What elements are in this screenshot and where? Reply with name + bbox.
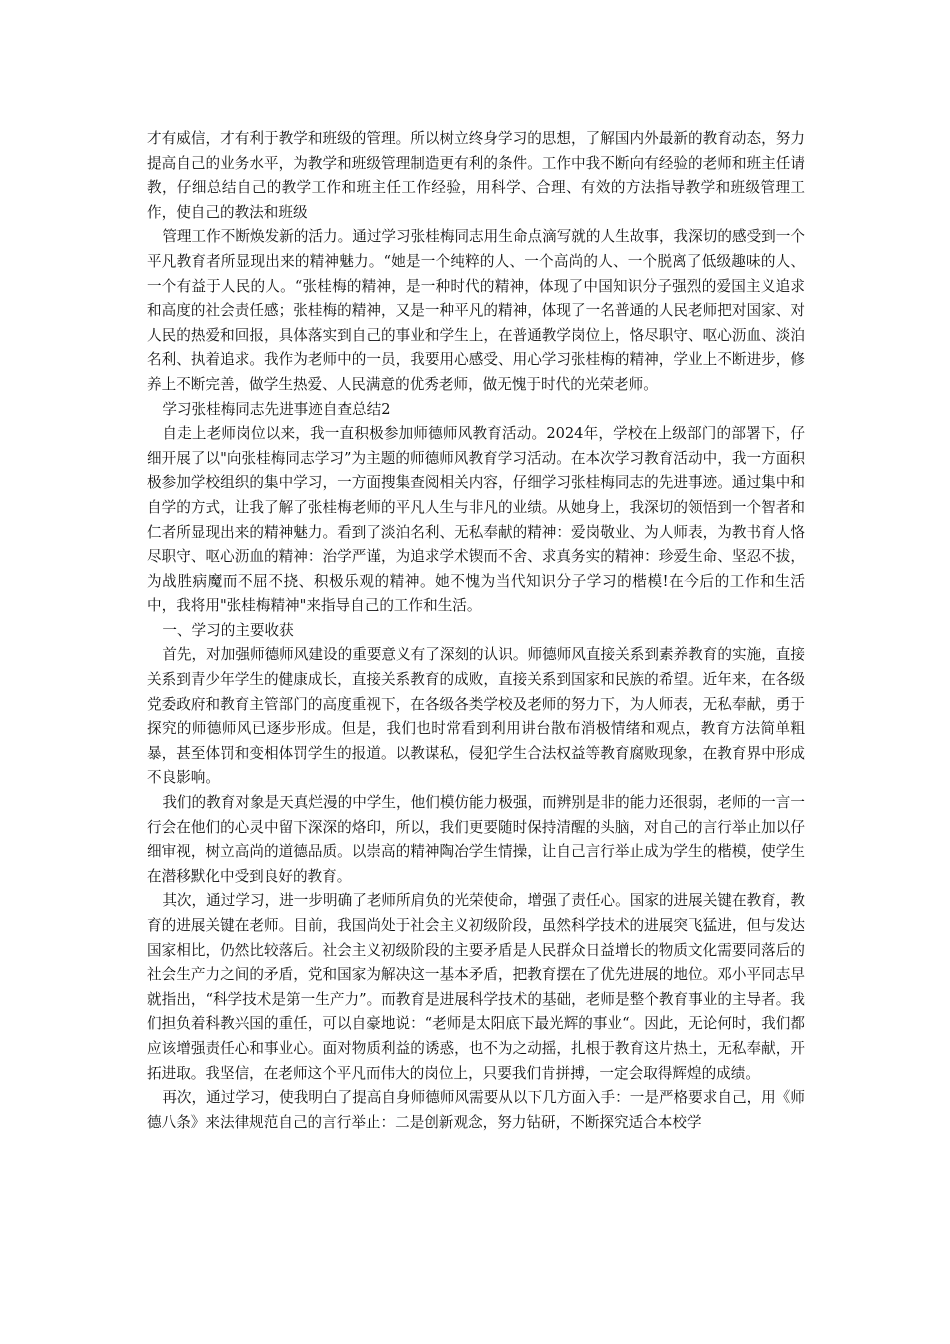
- paragraph: 管理工作不断焕发新的活力。通过学习张桂梅同志用生命点滴写就的人生故事，我深切的感受到一个平凡教育者所显现出来的精神魅力。“她是一个纯粹的人、一个高尚的人、一个脱离了低级趣味的人、一个有益于人民的人。“张桂梅的精神，是一种时代的精神，体现了中国知识分子强烈的爱国主义追求和高度的社会责任感；张桂梅的精神，又是一种平凡的精神，体现了一名普通的人民老师把对国家、对人民的热爱和回报，具体落实到自己的事业和学生上，在普通教学岗位上，恪尽职守、呕心沥血、淡泊名利、执着追求。我作为老师中的一员，我要用心感受、用心学习张桂梅的精神，学业上不断进步，修养上不断完善，做学生热爱、人民满意的优秀老师，做无愧于时代的光荣老师。: [147, 228, 805, 393]
- section-title: 学习张桂梅同志先进事迹自查总结2: [162, 400, 391, 418]
- subsection-title: 一、学习的主要收获: [162, 621, 294, 639]
- paragraph: 我们的教育对象是天真烂漫的中学生，他们模仿能力极强，而辨别是非的能力还很弱，老师的一言一行会在他们的心灵中留下深深的烙印，所以，我们更要随时保持清醒的头脑，对自己的言行举止加以仔细审视，树立高尚的道德品质。以崇高的精神陶冶学生情操，让自己言行举止成为学生的楷模，使学生在潜移默化中受到良好的教育。: [147, 794, 805, 885]
- paragraph: 首先，对加强师德师风建设的重要意义有了深刻的认识。师德师风直接关系到素养教育的实施，直接关系到青少年学生的健康成长，直接关系教育的成败，直接关系到国家和民族的希望。近年来，在各级党委政府和教育主管部门的高度重视下，在各级各类学校及老师的努力下，为人师表，无私奉献，勇于探究的师德师风已逐步形成。但是，我们也时常看到利用讲台散布消极情绪和观点，教育方法简单粗暴，甚至体罚和变相体罚学生的报道。以教谋私，侵犯学生合法权益等教育腐败现象，在教育界中形成不良影响。: [147, 646, 805, 787]
- paragraph: 其次，通过学习，进一步明确了老师所肩负的光荣使命，增强了责任心。国家的进展关键在教育，教育的进展关键在老师。目前，我国尚处于社会主义初级阶段，虽然科学技术的进展突飞猛进，但与发达国家相比，仍然比较落后。社会主义初级阶段的主要矛盾是人民群众日益增长的物质文化需要同落后的社会生产力之间的矛盾，党和国家为解决这一基本矛盾，把教育摆在了优先进展的地位。邓小平同志早就指出，“科学技术是第一生产力”。而教育是进展科学技术的基础，老师是整个教育事业的主导者。我们担负着科教兴国的重任，可以自豪地说：“老师是太阳底下最光辉的事业“。因此，无论何时，我们都应该增强责任心和事业心。面对物质利益的诱惑，也不为之动摇，扎根于教育这片热土，无私奉献，开拓进取。我坚信，在老师这个平凡而伟大的岗位上，只要我们肯拼搏，一定会取得辉煌的成绩。: [147, 892, 805, 1082]
- paragraph: 自走上老师岗位以来，我一直积极参加师德师风教育活动。2024年，学校在上级部门的部署下，仔细开展了以"向张桂梅同志学习”为主题的师德师风教育学习活动。在本次学习教育活动中，我一方面积极参加学校组织的集中学习，一方面搜集查阅相关内容，仔细学习张桂梅同志的先进事迹。通过集中和自学的方式，让我了解了张桂梅老师的平凡人生与非凡的业绩。从她身上，我深切的领悟到一个智者和仁者所显现出来的精神魅力。看到了淡泊名利、无私奉献的精神：爱岗敬业、为人师表，为教书育人恪尽职守、呕心沥血的精神：治学严谨，为追求学术锲而不舍、求真务实的精神：珍爱生命、坚忍不拔，为战胜病魔而不屈不挠、积极乐观的精神。她不愧为当代知识分子学习的楷模!在今后的工作和生活中，我将用"张桂梅精神"来指导自己的工作和生活。: [147, 425, 805, 615]
- document-body: [147, 127, 805, 1135]
- paragraph: 再次，通过学习，使我明白了提高自身师德师风需要从以下几方面入手：一是严格要求自己，用《师德八条》来法律规范自己的言行举止：二是创新观念，努力钻研，不断探究适合本校学: [147, 1089, 805, 1131]
- paragraph: 才有威信，才有利于教学和班级的管理。所以树立终身学习的思想，了解国内外最新的教育动态，努力提高自己的业务水平，为教学和班级管理制造更有利的条件。工作中我不断向有经验的老师和班主任请教，仔细总结自己的教学工作和班主任工作经验，用科学、合理、有效的方法指导教学和班级管理工作，使自己的教法和班级: [147, 130, 805, 221]
